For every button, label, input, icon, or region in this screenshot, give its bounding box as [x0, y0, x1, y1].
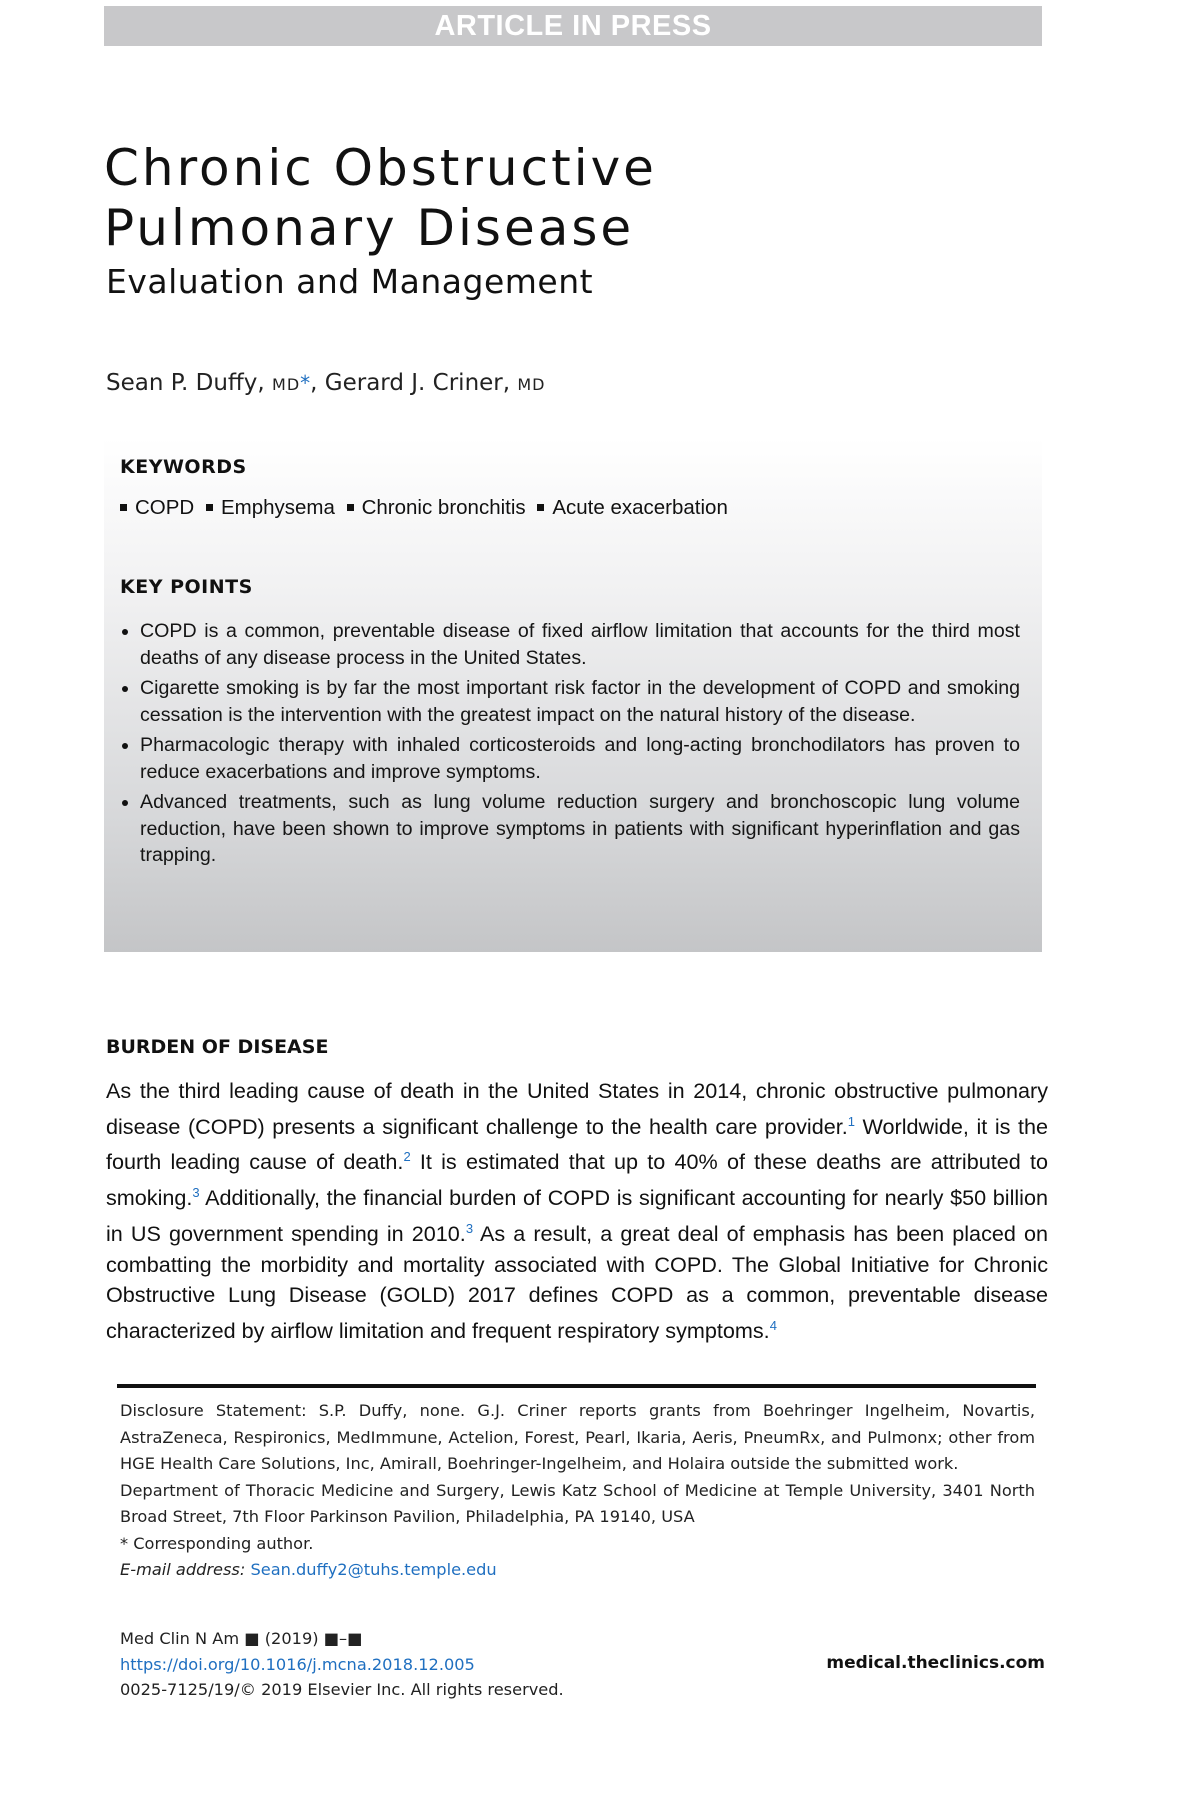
reference-link[interactable]: 2 — [403, 1149, 411, 1165]
title-line-2: Pulmonary Disease — [104, 199, 635, 257]
author-degree: MD — [272, 375, 301, 394]
article-title — [104, 138, 1004, 258]
body-text-run: As the third leading cause of death in the United States in 2014, chronic obstructive pulmonary disease (COPD) presents a significant challenge to the health care provider. — [106, 1078, 1048, 1139]
reference-link[interactable]: 1 — [847, 1113, 855, 1129]
key-point: Cigarette smoking is by far the most important risk factor in the development of COPD and smoking cessation is the intervention with the greatest impact on the natural history of the disease. — [120, 675, 1020, 728]
keyword: Emphysema — [220, 496, 335, 519]
affiliation: Department of Thoracic Medicine and Surgery, Lewis Katz School of Medicine at Temple University, 3401 North Broad Street, 7th Floor Parkinson Pavilion, Philadelphia, PA 19140, USA — [120, 1480, 1035, 1526]
corresponding-author-mark[interactable]: * — [300, 371, 311, 395]
keyword: COPD — [135, 496, 195, 519]
keywords-heading: KEYWORDS — [120, 456, 247, 478]
footnotes — [120, 1398, 1035, 1584]
keywords-box — [104, 438, 1042, 952]
body-text-run: Additionally, the financial burden of COPD is significant accounting for nearly $50 billion in US government spending in 2010. — [106, 1185, 1048, 1247]
footnote-divider — [117, 1384, 1036, 1388]
article-in-press-banner: ARTICLE IN PRESS — [104, 6, 1042, 46]
key-points-list — [120, 618, 1020, 873]
reference-link[interactable]: 3 — [192, 1185, 200, 1201]
title-line-1: Chronic Obstructive — [104, 139, 657, 197]
email-link[interactable]: Sean.duffy2@tuhs.temple.edu — [250, 1560, 497, 1579]
email-line — [120, 1557, 1035, 1584]
reference-link[interactable]: 4 — [769, 1317, 777, 1333]
section-heading: BURDEN OF DISEASE — [106, 1036, 329, 1058]
journal-site-link[interactable]: medical.theclinics.com — [826, 1653, 1045, 1673]
key-points-heading: KEY POINTS — [120, 576, 253, 598]
keyword: Chronic bronchitis — [361, 496, 526, 519]
journal-info — [120, 1626, 1045, 1703]
article-subtitle: Evaluation and Management — [106, 262, 594, 301]
reference-link[interactable]: 3 — [465, 1220, 474, 1236]
bullet-square-icon — [347, 504, 354, 511]
key-point: Pharmacologic therapy with inhaled corticosteroids and long-acting bronchodilators has proven to reduce exacerbations and improve symptoms. — [120, 732, 1020, 785]
author-list — [106, 368, 546, 400]
doi-link[interactable]: https://doi.org/10.1016/j.mcna.2018.12.005 — [120, 1654, 475, 1674]
author-name: Sean P. Duffy, — [106, 370, 273, 396]
email-label: E-mail address: — [120, 1560, 246, 1579]
keyword: Acute exacerbation — [552, 496, 728, 519]
author-name: Gerard J. Criner, — [324, 370, 518, 396]
key-point: Advanced treatments, such as lung volume reduction surgery and bronchoscopic lung volume reduction, have been shown to improve symptoms in patients with significant hyperinflation and gas trapping. — [120, 789, 1020, 869]
copyright-line: 0025-7125/19/© 2019 Elsevier Inc. All rights reserved. — [120, 1680, 564, 1699]
body-text-run: As a result, a great deal of emphasis has been placed on combatting the morbidity and mortality associated with COPD. The Global Initiative for Chronic Obstructive Lung Disease (GOLD) 2017 defines COPD as a common, preventable disease characterized by airflow limitation and frequent respiratory symptoms. — [106, 1221, 1049, 1344]
body-text-run: It is estimated that up to 40% of these deaths are attributed to smoking. — [106, 1149, 1048, 1211]
body-text-run: Worldwide, it is the fourth leading cause of death. — [106, 1113, 1048, 1175]
journal-citation: Med Clin N Am ■ (2019) ■–■ — [120, 1629, 363, 1648]
keywords-list — [120, 496, 734, 520]
disclosure-statement: Disclosure Statement: S.P. Duffy, none. G.J. Criner reports grants from Boehringer Ingelheim, Novartis, AstraZeneca, Respironics, MedImmune, Actelion, Forest, Pearl, Ikaria, Aeris, PneumRx, and Pulmonx; other from HGE Health Care Solutions, Inc, Amirall, Boehringer-Ingelheim, and Holaira outside the submitted work. — [120, 1401, 1035, 1473]
corresponding-author-note: * Corresponding author. — [120, 1533, 314, 1553]
section-body-paragraph — [106, 1076, 1048, 1347]
bullet-square-icon — [206, 504, 213, 511]
bullet-square-icon — [537, 504, 544, 511]
bullet-square-icon — [120, 504, 127, 511]
key-point: COPD is a common, preventable disease of fixed airflow limitation that accounts for the third most deaths of any disease process in the United States. — [120, 618, 1020, 671]
author-degree: MD — [517, 375, 546, 394]
author-separator: , — [310, 370, 325, 396]
